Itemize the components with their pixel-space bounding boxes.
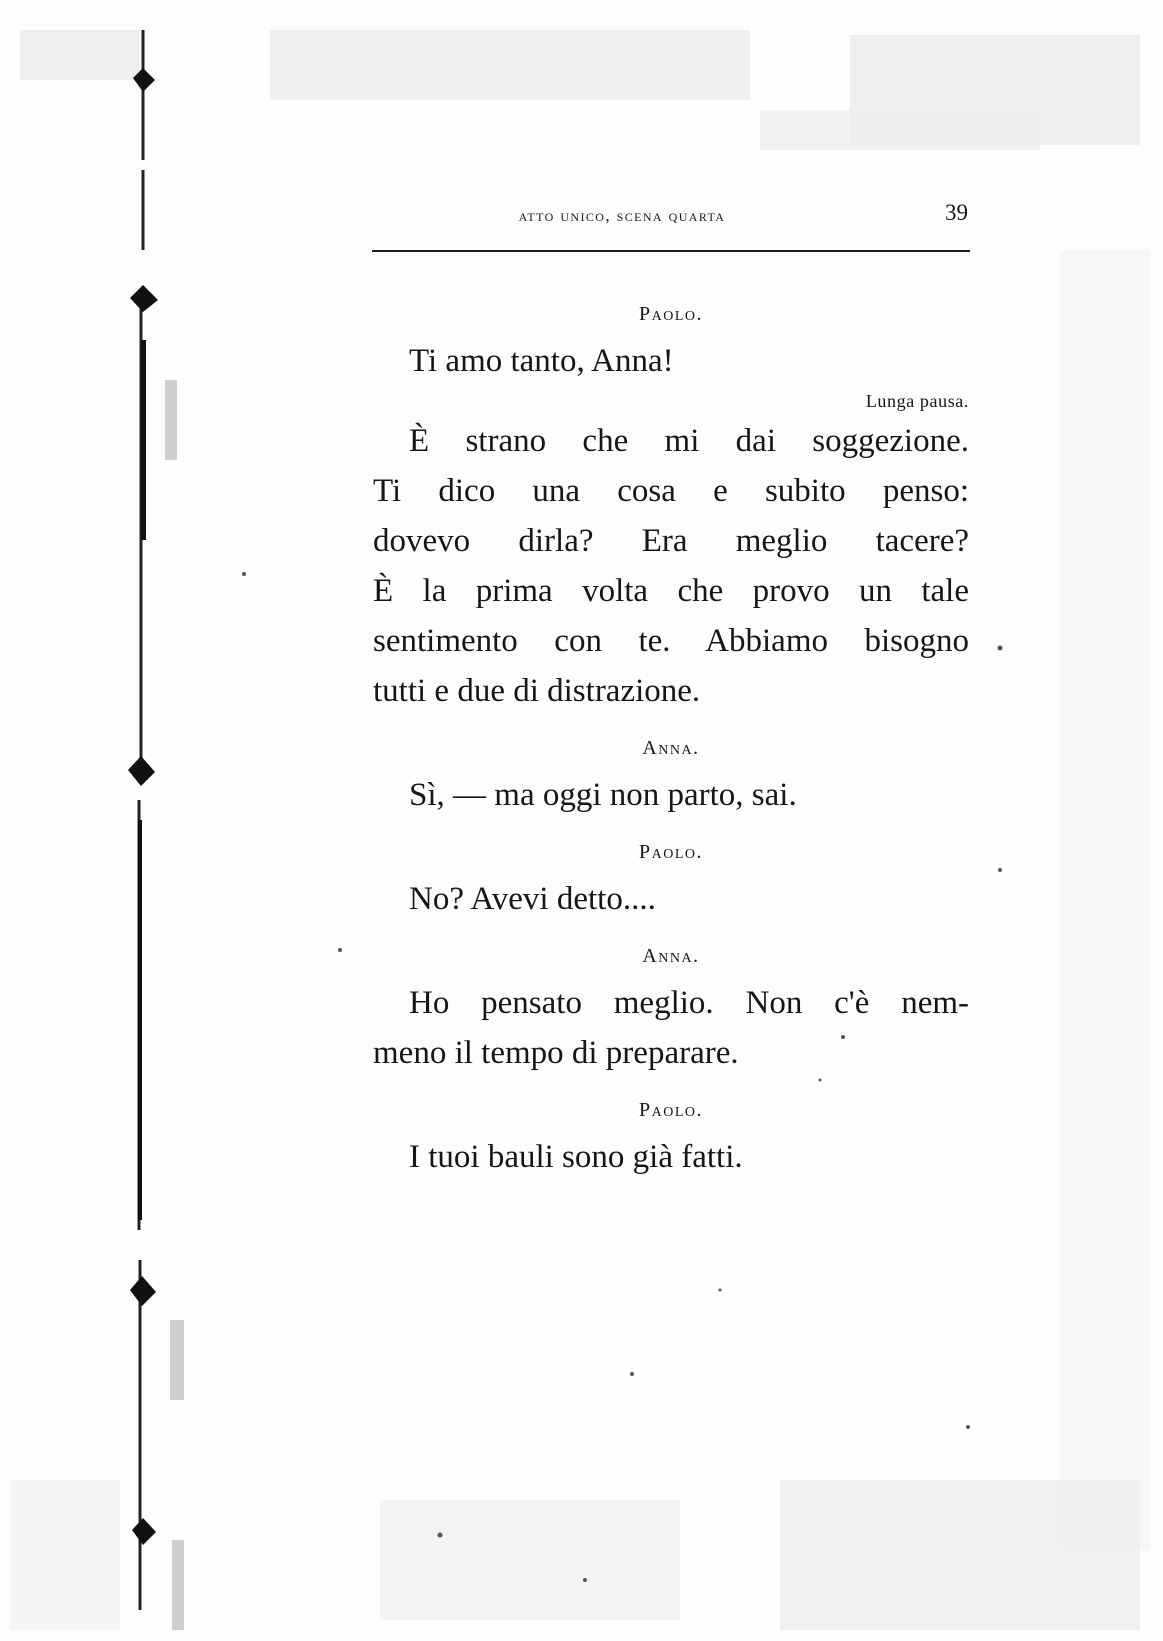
binding-stitches <box>0 0 200 1641</box>
running-head <box>372 198 968 228</box>
dialogue-line: meno il tempo di preparare. <box>373 1035 739 1071</box>
page-number: 39 <box>945 200 968 225</box>
stage-direction: Lunga pausa. <box>865 391 969 411</box>
dialogue-line: Ti dico una cosa e subito penso: <box>373 473 969 509</box>
dialogue-line: tutti e due di distrazione. <box>373 673 701 709</box>
speaker-name: Paolo. <box>638 303 703 325</box>
speaker-name: Paolo. <box>638 1099 703 1121</box>
header-rule <box>372 250 970 252</box>
dialogue-line: È la prima volta che provo un tale <box>373 573 969 609</box>
dialogue-line: Ho pensato meglio. Non c'è nem- <box>409 985 969 1021</box>
dialogue-line: Sì, — ma oggi non parto, sai. <box>409 777 797 813</box>
running-title: atto unico, scena quarta <box>518 206 726 225</box>
speaker-name: Anna. <box>642 945 700 967</box>
dialogue-line: sentimento con te. Abbiamo bisogno <box>373 623 969 659</box>
dialogue-text <box>373 292 969 1182</box>
dialogue-line: Ti amo tanto, Anna! <box>409 343 674 379</box>
dialogue-line: È strano che mi dai soggezione. <box>409 423 969 459</box>
dialogue-line: No? Avevi detto.... <box>409 881 656 917</box>
dialogue-line: I tuoi bauli sono già fatti. <box>409 1139 743 1175</box>
speaker-name: Anna. <box>642 737 700 759</box>
speaker-name: Paolo. <box>638 841 703 863</box>
dialogue-line: dovevo dirla? Era meglio tacere? <box>373 523 969 559</box>
